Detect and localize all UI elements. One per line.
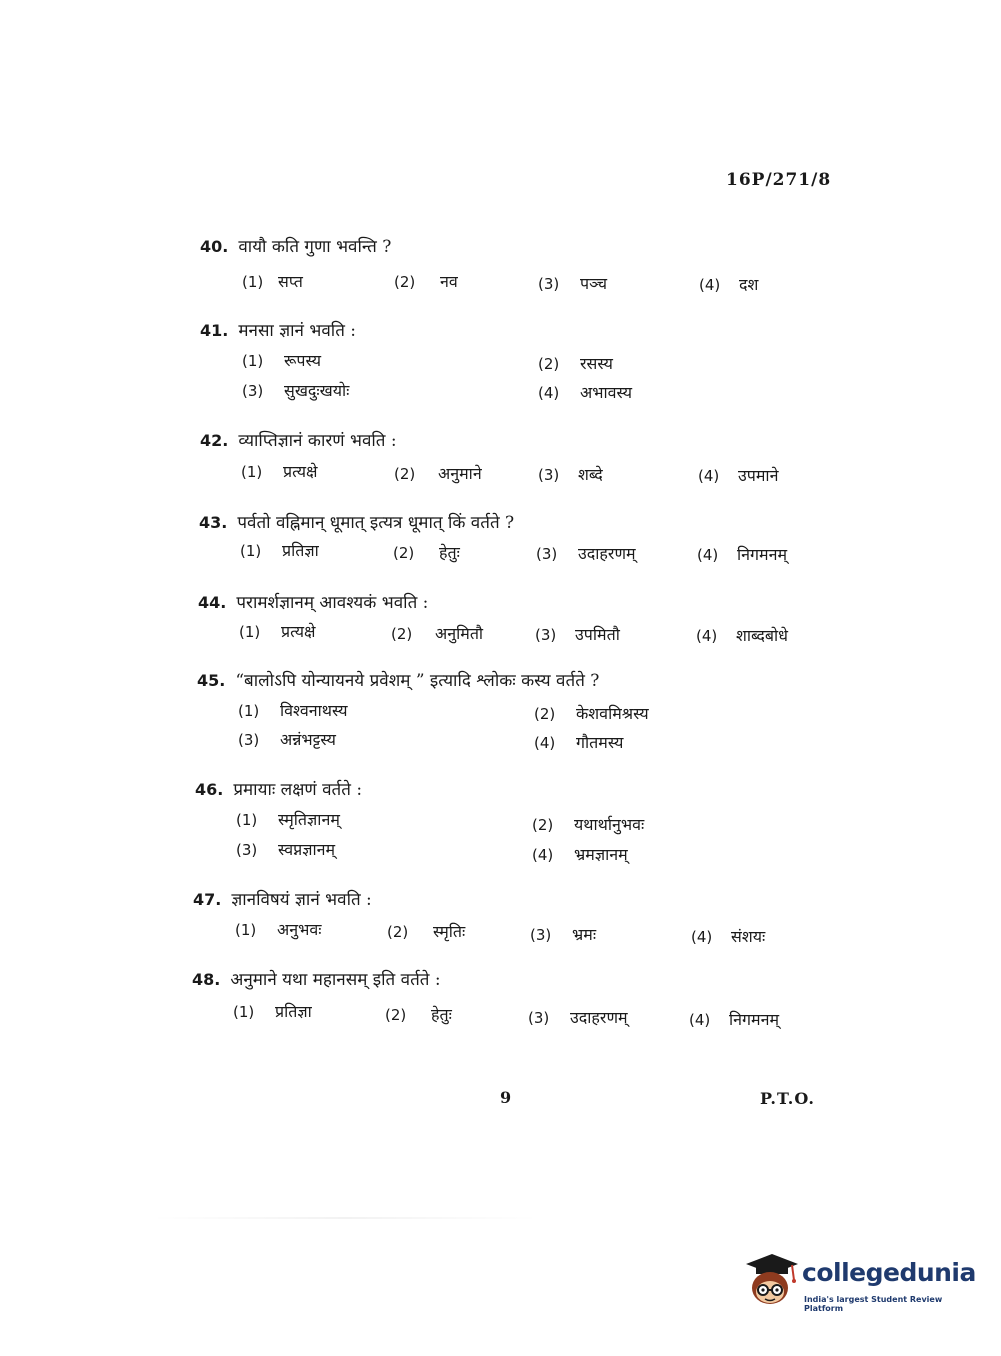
- question-text: “बालोऽपि योन्यायनये प्रवेशम् ” इत्यादि श्लोकः कस्य वर्तते ?: [235, 671, 600, 691]
- brand-tagline: India's largest Student Review Platform: [804, 1295, 943, 1313]
- option-4: [534, 731, 623, 753]
- question-text: वायौ कति गुणा भवन्ति ?: [238, 237, 392, 257]
- option-1: [242, 270, 303, 292]
- brand-name: collegedunia: [802, 1258, 976, 1287]
- question-text: पर्वतो वह्निमान् धूमात् इत्यत्र धूमात् किं वर्तते ?: [237, 513, 515, 533]
- option-3: [238, 728, 336, 750]
- option-number: (4): [697, 546, 719, 564]
- option-text: प्रत्यक्षे: [283, 462, 318, 481]
- option-number: (2): [385, 1006, 407, 1024]
- option-number: (4): [699, 276, 721, 294]
- option-text: स्वप्नज्ञानम्: [278, 840, 336, 859]
- question-stem: [192, 967, 441, 990]
- question-stem: [195, 777, 362, 800]
- option-number: (2): [534, 705, 556, 723]
- option-number: (1): [240, 542, 262, 560]
- option-1: [238, 699, 348, 721]
- option-number: (2): [532, 816, 554, 834]
- option-3: [538, 463, 603, 485]
- option-1: [233, 1000, 312, 1022]
- option-text: उपमाने: [738, 466, 779, 485]
- option-text: अनुमितौ: [435, 624, 484, 643]
- option-number: (3): [528, 1009, 550, 1027]
- option-4: [699, 273, 758, 295]
- option-text: शाब्दबोधे: [736, 626, 788, 645]
- option-4: [697, 543, 787, 565]
- option-number: (4): [532, 846, 554, 864]
- option-text: प्रत्यक्षे: [281, 622, 316, 641]
- question-text: व्याप्तिज्ञानं कारणं भवति :: [238, 431, 397, 451]
- collegedunia-watermark: [742, 1250, 976, 1313]
- option-text: अभावस्य: [580, 383, 633, 402]
- question-stem: [198, 590, 428, 613]
- option-number: (4): [691, 928, 713, 946]
- option-text: रूपस्य: [284, 351, 322, 370]
- question-number: 47.: [193, 890, 222, 909]
- option-text: रसस्य: [580, 354, 613, 373]
- option-text: सुखदुःखयोः: [284, 381, 350, 400]
- option-text: शब्दे: [578, 465, 603, 484]
- option-1: [239, 620, 316, 642]
- option-text: स्मृतिज्ञानम्: [278, 810, 340, 829]
- option-1: [241, 460, 318, 482]
- question-number: 45.: [197, 671, 226, 690]
- option-3: [536, 542, 636, 564]
- option-text: उदाहरणम्: [578, 544, 636, 563]
- option-number: (4): [689, 1011, 711, 1029]
- option-number: (3): [538, 275, 560, 293]
- scan-artifact: [150, 1217, 540, 1219]
- question-text: परामर्शज्ञानम् आवश्यकं भवति :: [236, 593, 429, 613]
- question-number: 44.: [198, 593, 227, 612]
- option-text: अन्नंभट्टस्य: [280, 730, 336, 749]
- question-stem: [197, 668, 599, 691]
- option-text: प्रतिज्ञा: [282, 541, 319, 560]
- question-stem: [200, 428, 397, 451]
- option-text: निगमनम्: [729, 1010, 780, 1029]
- option-3: [242, 379, 349, 401]
- option-3: [530, 923, 596, 945]
- option-text: अनुमाने: [438, 464, 482, 483]
- question-number: 46.: [195, 780, 224, 799]
- option-text: गौतमस्य: [576, 733, 624, 752]
- option-text: नव: [440, 272, 458, 291]
- paper-code: 16P/271/8: [726, 170, 832, 190]
- option-text: केशवमिश्रस्य: [576, 704, 649, 723]
- option-text: पञ्च: [580, 274, 608, 293]
- option-1: [242, 349, 321, 371]
- pto-label: P.T.O.: [760, 1089, 815, 1108]
- option-3: [528, 1006, 628, 1028]
- option-text: विश्वनाथस्य: [280, 701, 348, 720]
- option-number: (2): [391, 625, 413, 643]
- option-2: [532, 813, 644, 835]
- option-number: (1): [233, 1003, 255, 1021]
- option-4: [689, 1008, 779, 1030]
- option-3: [236, 838, 335, 860]
- option-4: [691, 925, 765, 947]
- question-number: 43.: [199, 513, 228, 532]
- option-text: हेतुः: [439, 543, 460, 562]
- option-text: भ्रमज्ञानम्: [574, 845, 628, 864]
- option-2: [391, 622, 483, 644]
- option-2: [534, 702, 649, 724]
- option-number: (3): [238, 731, 260, 749]
- option-number: (1): [236, 811, 258, 829]
- option-4: [538, 381, 632, 403]
- option-number: (4): [538, 384, 560, 402]
- option-1: [236, 808, 340, 830]
- option-number: (3): [538, 466, 560, 484]
- option-number: (3): [242, 382, 264, 400]
- option-text: उदाहरणम्: [570, 1008, 628, 1027]
- option-number: (2): [387, 923, 409, 941]
- page-number: 9: [500, 1088, 512, 1107]
- question-text: ज्ञानविषयं ज्ञानं भवति :: [231, 890, 372, 910]
- option-3: [535, 623, 620, 645]
- option-text: यथार्थानुभवः: [574, 815, 645, 834]
- option-number: (1): [239, 623, 261, 641]
- question-text: मनसा ज्ञानं भवति :: [238, 321, 357, 341]
- option-number: (1): [235, 921, 257, 939]
- option-text: भ्रमः: [572, 925, 597, 944]
- question-number: 41.: [200, 321, 229, 340]
- option-number: (4): [534, 734, 556, 752]
- option-text: प्रतिज्ञा: [275, 1002, 312, 1021]
- option-number: (1): [242, 273, 264, 291]
- option-2: [394, 462, 482, 484]
- option-2: [393, 541, 460, 563]
- option-text: सप्त: [278, 272, 303, 291]
- option-number: (2): [394, 465, 416, 483]
- option-text: हेतुः: [431, 1005, 452, 1024]
- question-stem: [200, 234, 391, 257]
- option-2: [385, 1003, 452, 1025]
- option-text: स्मृतिः: [433, 922, 466, 941]
- question-text: प्रमायाः लक्षणं वर्तते :: [233, 780, 363, 800]
- option-number: (1): [241, 463, 263, 481]
- option-number: (3): [535, 626, 557, 644]
- question-number: 42.: [200, 431, 229, 450]
- option-2: [394, 270, 458, 292]
- option-number: (2): [394, 273, 416, 291]
- option-number: (1): [238, 702, 260, 720]
- option-1: [240, 539, 319, 561]
- option-4: [532, 843, 628, 865]
- question-text: अनुमाने यथा महानसम् इति वर्तते :: [230, 970, 441, 990]
- option-text: उपमितौ: [575, 625, 620, 644]
- question-number: 40.: [200, 237, 229, 256]
- option-3: [538, 272, 607, 294]
- option-text: दश: [739, 275, 759, 294]
- option-number: (3): [236, 841, 258, 859]
- option-number: (3): [530, 926, 552, 944]
- option-number: (2): [538, 355, 560, 373]
- question-stem: [200, 318, 356, 341]
- option-1: [235, 918, 321, 940]
- question-stem: [199, 510, 514, 533]
- option-number: (3): [536, 545, 558, 563]
- option-text: संशयः: [731, 927, 766, 946]
- option-2: [387, 920, 465, 942]
- option-number: (4): [698, 467, 720, 485]
- option-number: (1): [242, 352, 264, 370]
- option-2: [538, 352, 613, 374]
- option-text: निगमनम्: [737, 545, 788, 564]
- option-text: अनुभवः: [277, 920, 322, 939]
- question-stem: [193, 887, 372, 910]
- option-4: [698, 464, 778, 486]
- mascot-icon: [742, 1250, 800, 1308]
- question-number: 48.: [192, 970, 221, 989]
- option-number: (2): [393, 544, 415, 562]
- option-4: [696, 624, 788, 646]
- option-number: (4): [696, 627, 718, 645]
